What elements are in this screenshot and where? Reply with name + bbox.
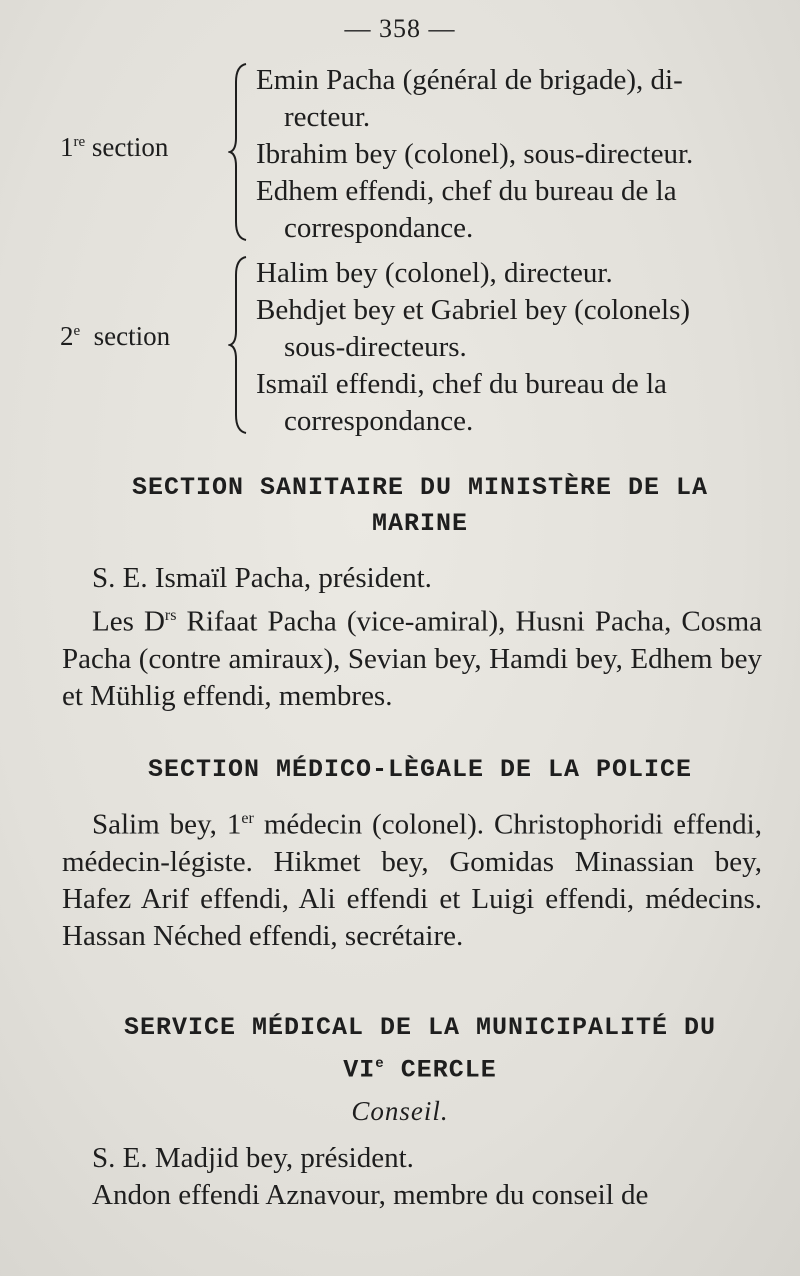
first-section-entries: [256, 62, 775, 247]
second-section-block: [60, 255, 775, 435]
municipal-service-heading: SERVICE MÉDICAL DE LA MUNICIPALITÉ DU VIe CERCLE: [123, 1013, 717, 1085]
list-item: Edhem effendi, chef du bureau de la correspondance.: [256, 175, 677, 244]
page-number: — 358 —: [344, 14, 456, 43]
council-members: S. E. Madjid bey, président. Andon effendi Aznavour, membre du conseil de: [92, 1142, 649, 1211]
list-item: Ibrahim bey (colonel), sous-directeur.: [256, 138, 694, 170]
police-section-members: Salim bey, 1er médecin (colonel). Christophoridi effendi, médecin-légiste. Hikmet bey, Gomidas Minassian bey, Hafez Arif effendi, Ali effendi et Luigi effendi, médecins. Hassan Néched effendi, secrétaire.: [62, 808, 762, 952]
list-item: Behdjet bey et Gabriel bey (colonels) sous-directeurs.: [256, 294, 691, 363]
first-section-block: [60, 62, 775, 242]
sanitary-section-members: S. E. Ismaïl Pacha, président. Les $D^{rs}$ Rifaat Pacha (vice-amiral), Husni Pacha, Cosma Pacha (contre amiraux), Sevian bey, Hamdi bey, Edhem bey et Mühlig effendi, membres.: [62, 562, 762, 712]
first-section-label: 1re section: [60, 132, 169, 162]
sanitary-section-heading: SECTION SANITAIRE DU MINISTÈRE DE LA MARINE: [131, 473, 709, 538]
police-section-heading: SECTION MÉDICO-LÈGALE DE LA POLICE: [147, 755, 693, 784]
second-section-label: 2e section: [60, 321, 171, 351]
brace-icon: [228, 255, 250, 435]
list-item: Ismaïl effendi, chef du bureau de la correspondance.: [256, 368, 667, 437]
list-item: Halim bey (colonel), directeur.: [256, 257, 613, 289]
council-subheading: Conseil.: [351, 1096, 449, 1126]
brace-icon: [228, 62, 250, 242]
second-section-entries: [256, 255, 775, 440]
list-item: Emin Pacha (général de brigade), di- recteur.: [256, 64, 683, 133]
